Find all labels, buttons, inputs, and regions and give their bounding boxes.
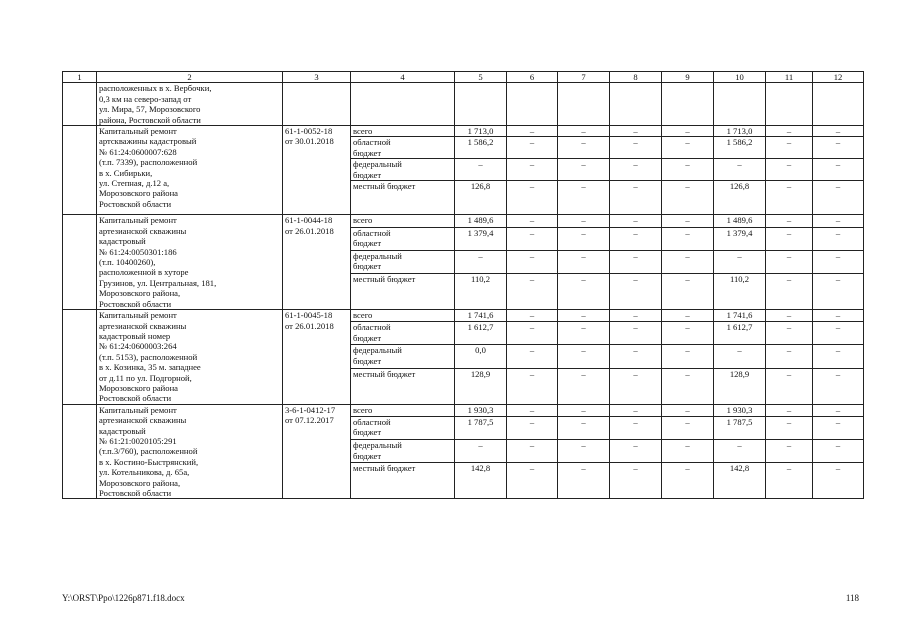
col-header: 5 <box>455 72 507 83</box>
table-row <box>63 215 864 227</box>
table-row <box>63 126 864 137</box>
value-cell-c8: – <box>610 137 662 159</box>
value-cell-c10: 1 713,0 <box>714 126 766 137</box>
value-cell-c10: – <box>714 345 766 368</box>
value-cell-c10: 110,2 <box>714 274 766 310</box>
value-cell-c6: – <box>507 181 558 215</box>
value-cell-c11: – <box>766 274 813 310</box>
value-cell-c12: – <box>813 159 864 181</box>
value-cell-c12: – <box>813 227 864 250</box>
col-header: 3 <box>283 72 351 83</box>
value-cell-c9: – <box>662 227 714 250</box>
value-cell-c12: – <box>813 215 864 227</box>
value-cell-c11: – <box>766 416 813 439</box>
funding-source: федеральный бюджет <box>351 159 455 181</box>
value-cell-c11: – <box>766 368 813 404</box>
value-cell-c11: – <box>766 345 813 368</box>
value-cell-c10: 1 586,2 <box>714 137 766 159</box>
value-cell-c5: – <box>455 159 507 181</box>
object-description: Капитальный ремонт артскважины кадастровый № 61:24:0600007:628 (т.п. 7339), расположенной в х. Сибирьки, ул. Степная, д.12 а, Морозовского района Ростовской области <box>97 126 283 215</box>
col-header: 2 <box>97 72 283 83</box>
value-cell-c11: – <box>766 227 813 250</box>
budget-table <box>62 71 864 499</box>
value-cell-c10: 128,9 <box>714 368 766 404</box>
value-cell-c12: – <box>813 137 864 159</box>
value-cell-c8: – <box>610 126 662 137</box>
value-cell-c7: – <box>558 137 610 159</box>
value-cell-c7: – <box>558 322 610 345</box>
value-cell-c7: – <box>558 181 610 215</box>
value-cell-c7: – <box>558 440 610 463</box>
value-cell-c8: – <box>610 322 662 345</box>
col-header: 10 <box>714 72 766 83</box>
value-cell-c10: 142,8 <box>714 463 766 499</box>
col-header: 12 <box>813 72 864 83</box>
value-cell-c5: 1 379,4 <box>455 227 507 250</box>
value-cell-c9: – <box>662 181 714 215</box>
value-cell-c7: – <box>558 227 610 250</box>
value-cell-c8: – <box>610 181 662 215</box>
value-cell-c8: – <box>610 250 662 273</box>
col-header: 7 <box>558 72 610 83</box>
value-cell-c5: 1 612,7 <box>455 322 507 345</box>
funding-source: федеральный бюджет <box>351 250 455 273</box>
value-cell-c11: – <box>766 250 813 273</box>
funding-source: всего <box>351 215 455 227</box>
value-cell-c9: – <box>662 463 714 499</box>
value-cell-c6: – <box>507 274 558 310</box>
value-cell-c8: – <box>610 416 662 439</box>
value-cell-c12: – <box>813 368 864 404</box>
object-description: Капитальный ремонт артезианской скважины кадастровый № 61:24:0050301:186 (т.п. 10400260), расположенной в хуторе Грузинов, ул. Центральная, 181, Морозовского района, Ростовской области <box>97 215 283 310</box>
value-cell-c5: 142,8 <box>455 463 507 499</box>
value-cell-c7: – <box>558 250 610 273</box>
funding-source: всего <box>351 404 455 416</box>
funding-source: областной бюджет <box>351 322 455 345</box>
value-cell-c11: – <box>766 404 813 416</box>
col-header: 6 <box>507 72 558 83</box>
funding-source: местный бюджет <box>351 181 455 215</box>
value-cell-c5: – <box>455 250 507 273</box>
value-cell-c11: – <box>766 463 813 499</box>
value-cell-c10: 1 787,5 <box>714 416 766 439</box>
value-cell-c7: – <box>558 416 610 439</box>
value-cell-c9: – <box>662 274 714 310</box>
value-cell-c6: – <box>507 345 558 368</box>
value-cell-c6: – <box>507 322 558 345</box>
funding-source: областной бюджет <box>351 137 455 159</box>
value-cell-c12: – <box>813 126 864 137</box>
value-cell-c7: – <box>558 345 610 368</box>
value-cell-c5: 128,9 <box>455 368 507 404</box>
table-row <box>63 404 864 416</box>
value-cell-c12: – <box>813 274 864 310</box>
value-cell-c9: – <box>662 126 714 137</box>
value-cell-c6: – <box>507 159 558 181</box>
value-cell-c8: – <box>610 159 662 181</box>
value-cell-c10: 1 741,6 <box>714 310 766 322</box>
value-cell-c10: 126,8 <box>714 181 766 215</box>
object-description: Капитальный ремонт артезианской скважины кадастровый номер № 61:24:0600003:264 (т.п. 5153), расположенной в х. Козинка, 35 м. западнее от д.11 по ул. Подгорной, Морозовского района Ростовской области <box>97 310 283 405</box>
value-cell-c9: – <box>662 310 714 322</box>
value-cell-c8: – <box>610 440 662 463</box>
value-cell-c10: 1 379,4 <box>714 227 766 250</box>
value-cell-c9: – <box>662 215 714 227</box>
value-cell-c8: – <box>610 227 662 250</box>
value-cell-c6: – <box>507 440 558 463</box>
continuation-row <box>63 83 864 126</box>
value-cell-c11: – <box>766 126 813 137</box>
value-cell-c6: – <box>507 137 558 159</box>
value-cell-c9: – <box>662 368 714 404</box>
value-cell-c5: – <box>455 440 507 463</box>
col-header: 11 <box>766 72 813 83</box>
value-cell-c11: – <box>766 310 813 322</box>
value-cell-c7: – <box>558 310 610 322</box>
value-cell-c7: – <box>558 368 610 404</box>
value-cell-c12: – <box>813 345 864 368</box>
value-cell-c5: 110,2 <box>455 274 507 310</box>
value-cell-c5: 1 930,3 <box>455 404 507 416</box>
value-cell-c12: – <box>813 416 864 439</box>
value-cell-c6: – <box>507 250 558 273</box>
value-cell-c8: – <box>610 310 662 322</box>
value-cell-c8: – <box>610 368 662 404</box>
object-description: Капитальный ремонт артезианской скважины кадастровый № 61:21:0020105:291 (т.п.3/760), расположенной в х. Костино-Быстрянский, ул. Котельникова, д. 65а, Морозовского района, Ростовской области <box>97 404 283 499</box>
value-cell-c10: 1 489,6 <box>714 215 766 227</box>
value-cell-c11: – <box>766 215 813 227</box>
funding-source: местный бюджет <box>351 463 455 499</box>
value-cell-c5: 0,0 <box>455 345 507 368</box>
value-cell-c11: – <box>766 440 813 463</box>
value-cell-c5: 1 787,5 <box>455 416 507 439</box>
value-cell-c5: 1 713,0 <box>455 126 507 137</box>
value-cell-c6: – <box>507 227 558 250</box>
value-cell-c6: – <box>507 463 558 499</box>
value-cell-c9: – <box>662 404 714 416</box>
value-cell-c5: 126,8 <box>455 181 507 215</box>
value-cell-c9: – <box>662 137 714 159</box>
value-cell-c9: – <box>662 159 714 181</box>
value-cell-c7: – <box>558 463 610 499</box>
value-cell-c12: – <box>813 250 864 273</box>
table-row <box>63 310 864 322</box>
value-cell-c8: – <box>610 345 662 368</box>
permit-number: 3-6-1-0412-17 от 07.12.2017 <box>283 404 351 499</box>
col-header: 1 <box>63 72 97 83</box>
value-cell-c11: – <box>766 181 813 215</box>
value-cell-c7: – <box>558 404 610 416</box>
value-cell-c11: – <box>766 137 813 159</box>
page-number: 118 <box>845 593 859 603</box>
col-header: 4 <box>351 72 455 83</box>
value-cell-c6: – <box>507 416 558 439</box>
value-cell-c8: – <box>610 404 662 416</box>
funding-source: всего <box>351 310 455 322</box>
permit-number: 61-1-0052-18 от 30.01.2018 <box>283 126 351 215</box>
value-cell-c9: – <box>662 416 714 439</box>
value-cell-c7: – <box>558 274 610 310</box>
value-cell-c7: – <box>558 159 610 181</box>
funding-source: местный бюджет <box>351 368 455 404</box>
permit-number: 61-1-0044-18 от 26.01.2018 <box>283 215 351 310</box>
value-cell-c12: – <box>813 322 864 345</box>
footer-file-path: Y:\ORST\Ppo\1226p871.f18.docx <box>62 593 185 603</box>
funding-source: федеральный бюджет <box>351 345 455 368</box>
value-cell-c6: – <box>507 215 558 227</box>
value-cell-c10: – <box>714 159 766 181</box>
value-cell-c11: – <box>766 159 813 181</box>
value-cell-c5: 1 586,2 <box>455 137 507 159</box>
value-cell-c8: – <box>610 463 662 499</box>
value-cell-c9: – <box>662 440 714 463</box>
col-header: 9 <box>662 72 714 83</box>
object-description: расположенных в х. Вербочки, 0,3 км на северо-запад от ул. Мира, 57, Морозовского района, Ростовской области <box>97 83 283 126</box>
value-cell-c8: – <box>610 274 662 310</box>
value-cell-c12: – <box>813 404 864 416</box>
value-cell-c5: 1 741,6 <box>455 310 507 322</box>
value-cell-c12: – <box>813 463 864 499</box>
funding-source: федеральный бюджет <box>351 440 455 463</box>
value-cell-c6: – <box>507 310 558 322</box>
funding-source: областной бюджет <box>351 416 455 439</box>
value-cell-c12: – <box>813 310 864 322</box>
value-cell-c7: – <box>558 126 610 137</box>
value-cell-c10: – <box>714 440 766 463</box>
funding-source: местный бюджет <box>351 274 455 310</box>
value-cell-c11: – <box>766 322 813 345</box>
funding-source: областной бюджет <box>351 227 455 250</box>
permit-number: 61-1-0045-18 от 26.01.2018 <box>283 310 351 405</box>
funding-source: всего <box>351 126 455 137</box>
col-header: 8 <box>610 72 662 83</box>
value-cell-c7: – <box>558 215 610 227</box>
value-cell-c10: 1 612,7 <box>714 322 766 345</box>
header-row <box>63 72 864 83</box>
value-cell-c8: – <box>610 215 662 227</box>
value-cell-c9: – <box>662 250 714 273</box>
value-cell-c9: – <box>662 345 714 368</box>
value-cell-c12: – <box>813 181 864 215</box>
value-cell-c6: – <box>507 126 558 137</box>
value-cell-c6: – <box>507 368 558 404</box>
value-cell-c10: – <box>714 250 766 273</box>
value-cell-c6: – <box>507 404 558 416</box>
value-cell-c5: 1 489,6 <box>455 215 507 227</box>
value-cell-c10: 1 930,3 <box>714 404 766 416</box>
value-cell-c9: – <box>662 322 714 345</box>
value-cell-c12: – <box>813 440 864 463</box>
